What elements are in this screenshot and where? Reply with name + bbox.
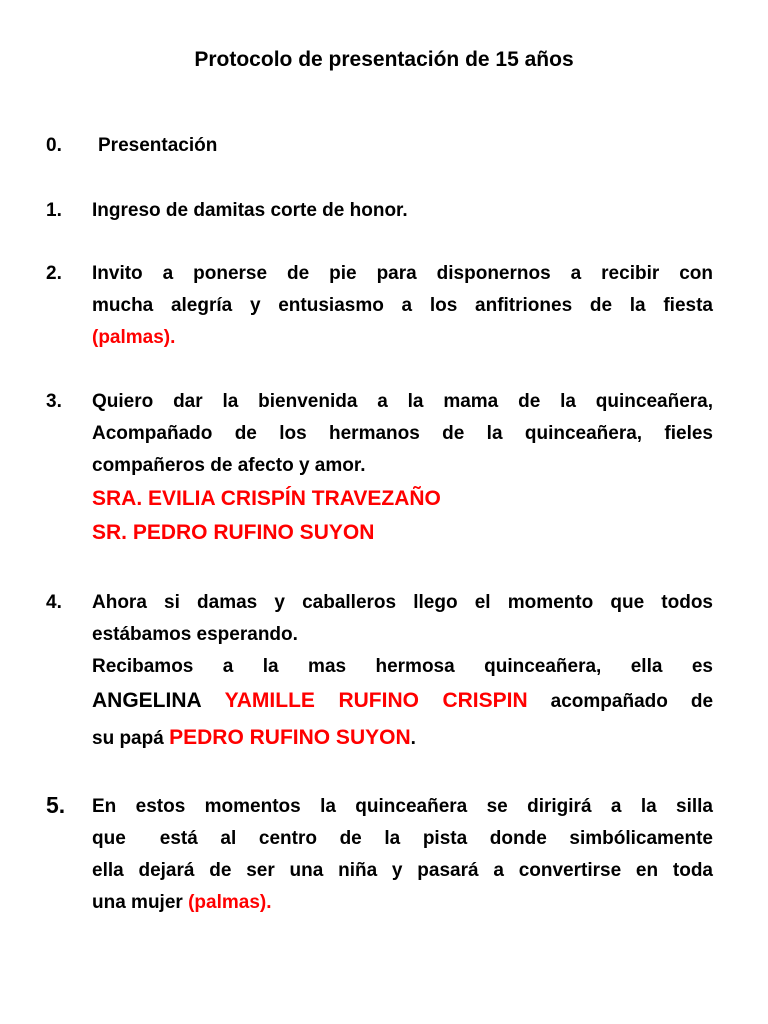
item-text-fragment: una mujer [92, 892, 183, 913]
item-text-fragment: su papá [92, 728, 164, 749]
father-line [92, 720, 713, 757]
item-text-fragment: . [410, 728, 416, 749]
item-number: 5. [46, 792, 66, 818]
item-text: Presentación [98, 135, 218, 156]
quinceanera-last-names: YAMILLE RUFINO CRISPIN [224, 689, 528, 712]
item-text [92, 386, 713, 550]
item-text [92, 587, 713, 757]
item-line: Quiero dar la bienvenida a la mama de la quinceañera, [92, 391, 713, 412]
item-text [92, 258, 713, 354]
item-line: Ahora si damas y caballeros llego el momento que todos [92, 592, 713, 613]
quinceanera-name-line [92, 683, 713, 720]
item-text-fragment: está al centro de la pista donde simbólicamente [159, 828, 713, 849]
item-line: estábamos esperando. [92, 624, 298, 645]
item-line [92, 823, 713, 855]
item-line: En estos momentos la quinceañera se dirigirá a la silla [92, 796, 713, 817]
item-text: Ingreso de damitas corte de honor. [92, 200, 408, 221]
item-line: ella dejará de ser una niña y pasará a convertirse en toda [92, 860, 713, 881]
item-line: Recibamos a la mas hermosa quinceañera, ella es [92, 656, 713, 677]
item-line: Invito a ponerse de pie para disponernos a recibir con [92, 263, 713, 284]
item-number: 4. [46, 592, 62, 613]
item-line: compañeros de afecto y amor. [92, 455, 366, 476]
item-number: 0. [46, 135, 62, 156]
item-number: 1. [46, 200, 62, 221]
applause-note: (palmas). [188, 892, 272, 913]
page-title: Protocolo de presentación de 15 años [194, 48, 574, 71]
item-text [92, 791, 713, 919]
item-number: 2. [46, 263, 62, 284]
father-name: SR. PEDRO RUFINO SUYON [92, 521, 375, 544]
item-line [92, 887, 713, 919]
item-text-fragment: que [92, 828, 126, 849]
mother-name: SRA. EVILIA CRISPÍN TRAVEZAÑO [92, 487, 441, 510]
item-line: Acompañado de los hermanos de la quinceañera, fieles [92, 423, 713, 444]
item-text-fragment: acompañado de [550, 691, 714, 712]
quinceanera-first-name: ANGELINA [92, 689, 202, 712]
father-name: PEDRO RUFINO SUYON [169, 726, 411, 749]
item-number: 3. [46, 391, 62, 412]
item-line: mucha alegría y entusiasmo a los anfitriones de la fiesta [92, 295, 713, 316]
applause-note: (palmas). [92, 327, 176, 348]
